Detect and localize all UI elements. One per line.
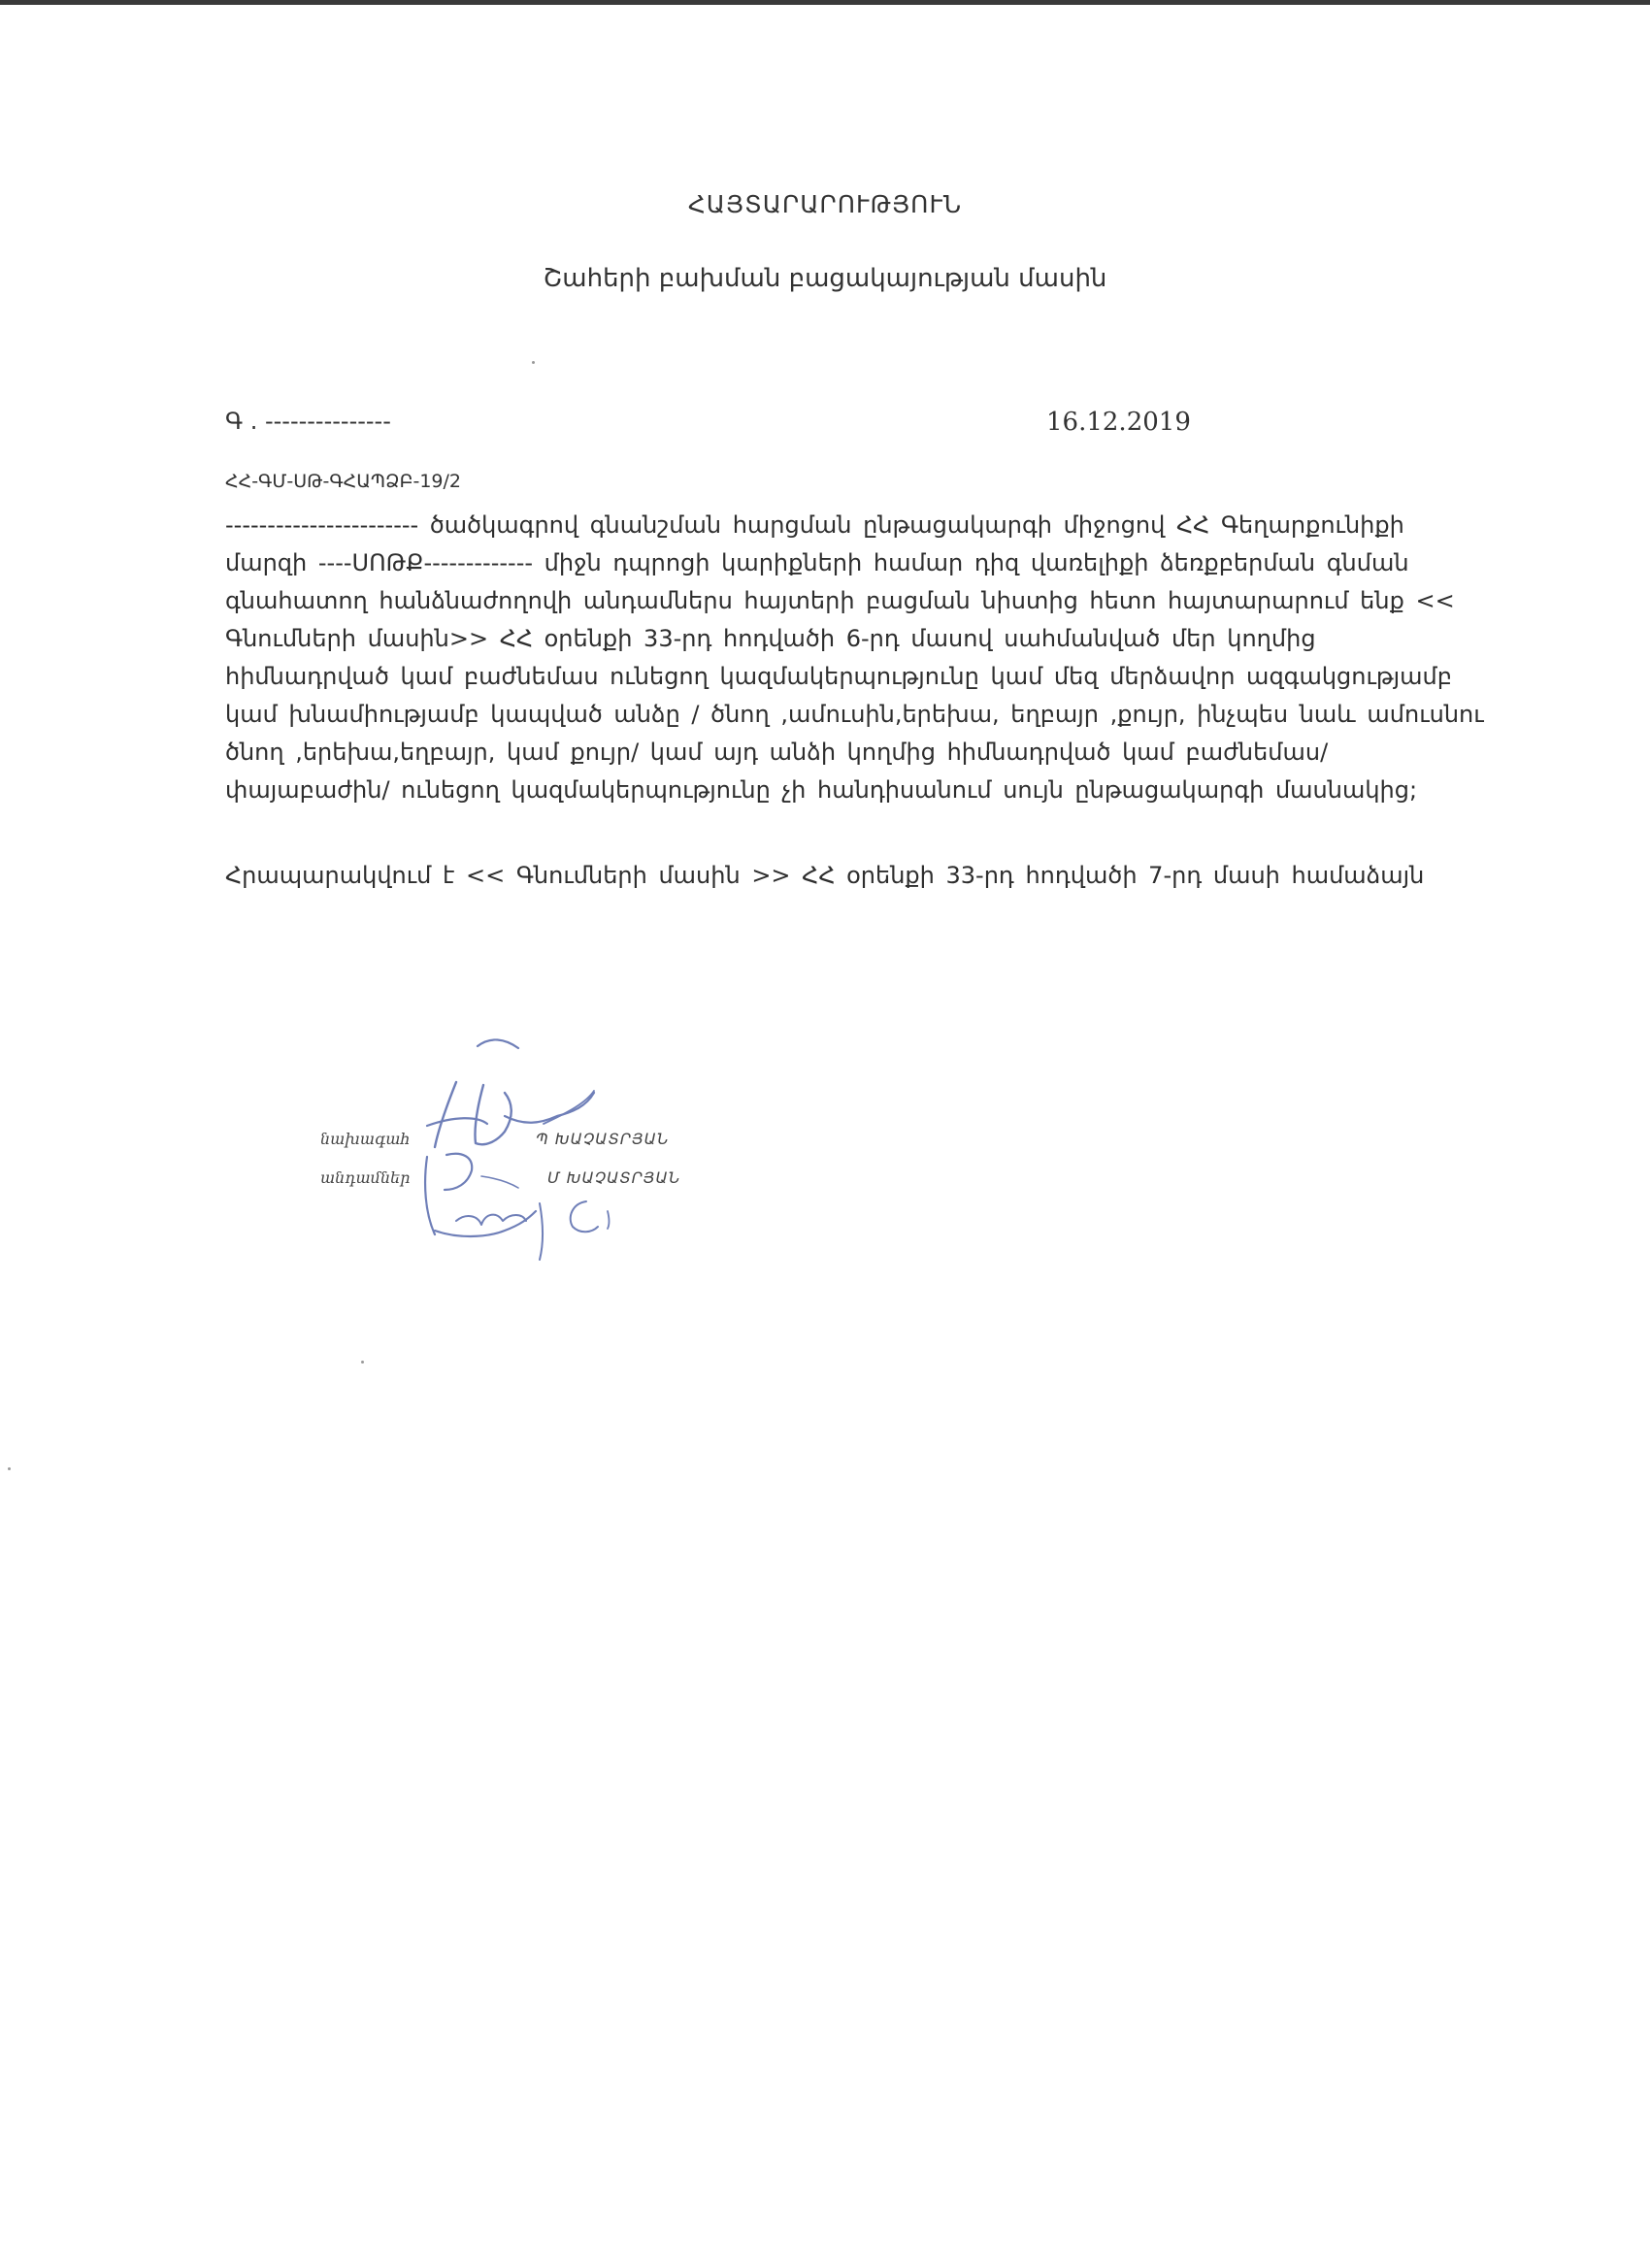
member-signature-stroke <box>571 1201 598 1232</box>
member-signature-stroke <box>540 1203 543 1260</box>
member-signature-stroke <box>445 1154 472 1190</box>
member-name: Մ ԽԱՉԱՏՐՅԱՆ <box>547 1168 681 1187</box>
paragraph-line: փայաբաժին/ ունեցող կազմակերպությունը չի հանդիսանում սույն ընթացակարգի մասնակից; <box>225 776 1418 804</box>
chairman-signature-stroke <box>544 1091 594 1124</box>
chairman-signature-stroke <box>478 1039 518 1048</box>
paragraph-line: կամ խնամիությամբ կապված անձը / ծնող ,ամուսին,երեխա, եղբայր ,քույր, ինչպես նաև ամուսնու <box>225 701 1484 728</box>
member-signature-stroke <box>481 1176 518 1188</box>
member-signature-stroke <box>608 1211 610 1229</box>
chairman-signature-stroke <box>435 1082 456 1147</box>
paragraph-line: գնահատող հանձնաժողովի անդամներս հայտերի բացման նիստից հետո հայտարարում ենք << <box>225 587 1455 614</box>
paragraph-line: Գնումների մասին>> ՀՀ օրենքի 33-րդ հոդվածի 6-րդ մասով սահմանված մեր կողմից <box>225 625 1316 652</box>
document-subtitle: Շահերի բախման բացակայության մասին <box>543 264 1107 293</box>
chairman-signature-stroke <box>475 1085 511 1144</box>
city-line: Գ . --------------- <box>225 408 391 435</box>
declaration-paragraph <box>225 507 1484 809</box>
paragraph-line: մարզի ----ՍՈԹՔ------------- միջն դպրոցի կարիքների համար դիզ վառելիքի ձեռքբերման գնման <box>225 549 1409 576</box>
members-role-label: անդամներ <box>320 1168 411 1187</box>
publication-note: Հրապարակվում է << Գնումների մասին >> ՀՀ օրենքի 33-րդ հոդվածի 7-րդ մասի համաձայն <box>225 862 1425 889</box>
member-signature-stroke <box>435 1211 536 1236</box>
paragraph-line: ----------------------- ծածկագրով գնանշման հարցման ընթացակարգի միջոցով ՀՀ Գեղարքունիքի <box>225 511 1404 539</box>
chairman-name: Պ ԽԱՉԱՏՐՅԱՆ <box>536 1130 670 1148</box>
scan-speck <box>532 361 535 364</box>
document-title: ՀԱՅՏԱՐԱՐՈՒԹՅՈՒՆ <box>687 190 963 218</box>
member-signature-stroke <box>456 1215 526 1225</box>
document-date: 16.12.2019 <box>1046 408 1191 437</box>
paragraph-line: ծնող ,երեխա,եղբայր, կամ քույր/ կամ այդ անձի կողմից հիմնադրված կամ բաժնեմաս/ <box>225 739 1329 766</box>
chairman-signature-stroke <box>427 1118 487 1126</box>
scan-speck <box>8 1467 11 1470</box>
member-signature-stroke <box>425 1157 435 1234</box>
scan-top-edge <box>0 0 1650 5</box>
procurement-code: ՀՀ-ԳՄ-ՍԹ-ԳՀԱՊՁԲ-19/2 <box>225 471 462 492</box>
chairman-signature-stroke <box>505 1093 594 1123</box>
scan-speck <box>361 1361 364 1364</box>
chairman-role-label: նախագահ <box>320 1130 411 1148</box>
paragraph-line: հիմնադրված կամ բաժնեմաս ունեցող կազմակերպությունը կամ մեզ մերձավոր ազգակցությամբ <box>225 663 1452 690</box>
